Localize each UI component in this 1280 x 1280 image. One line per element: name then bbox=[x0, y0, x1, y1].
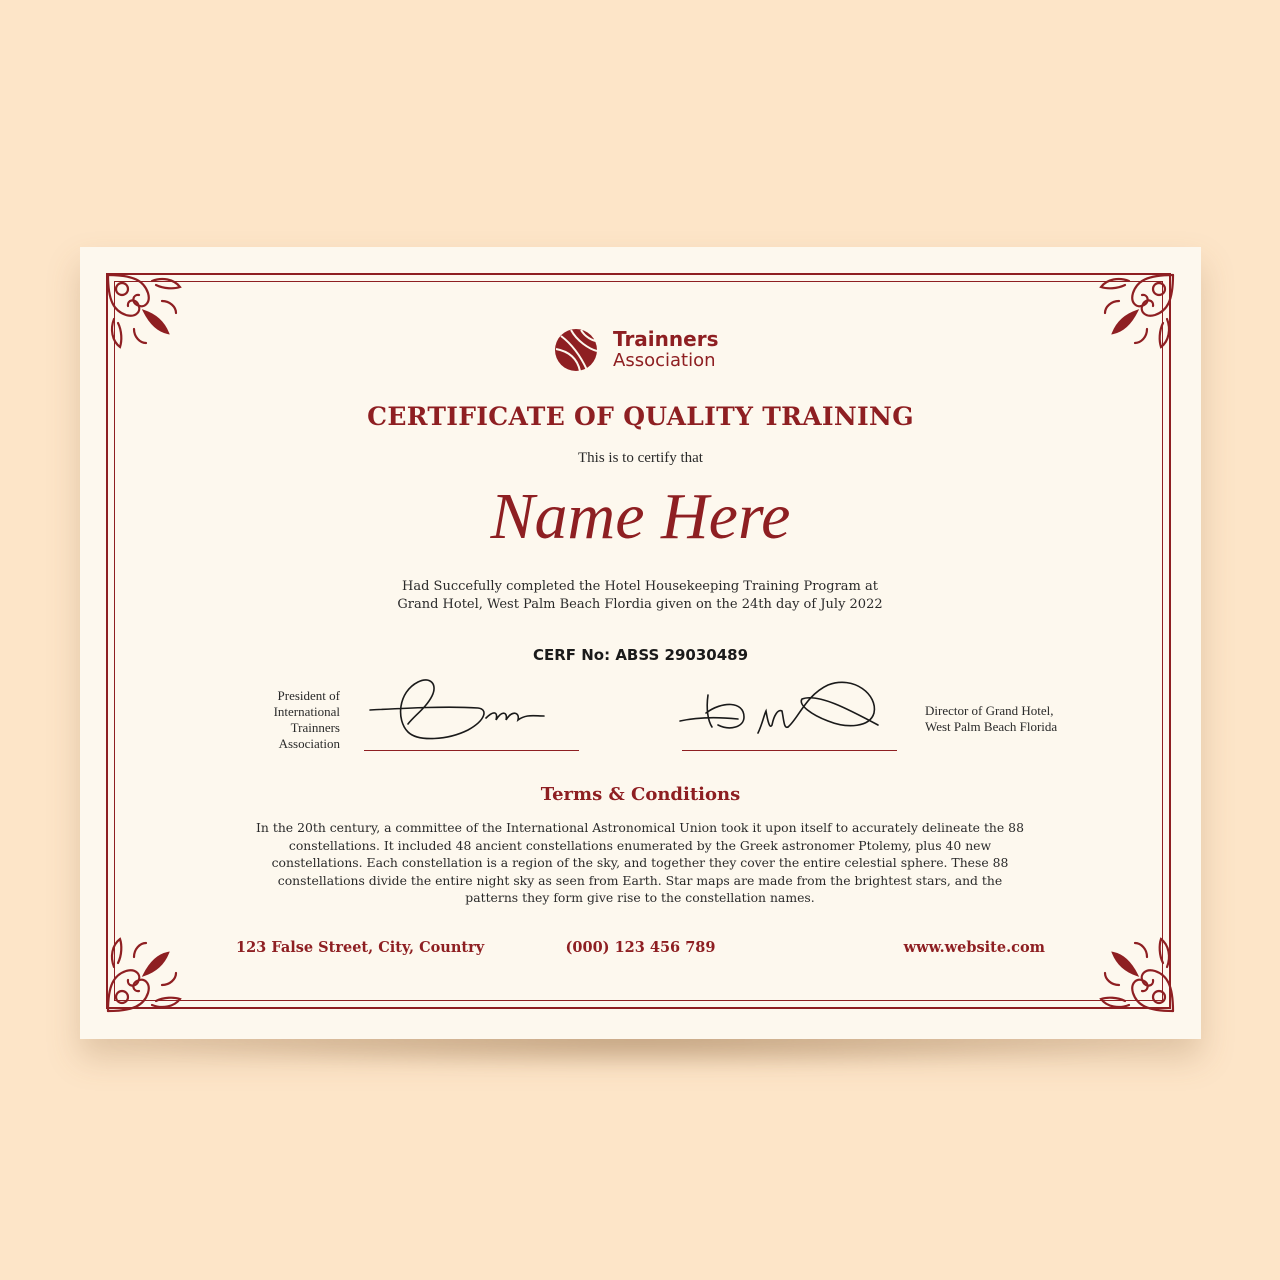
right-signature bbox=[678, 665, 888, 745]
corner-ornament-top-left bbox=[104, 271, 204, 371]
association-logo bbox=[553, 327, 718, 373]
right-signatory-title: Director of Grand Hotel, West Palm Beach Florida bbox=[925, 703, 1058, 734]
footer-phone: (000) 123 456 789 bbox=[565, 939, 716, 956]
corner-ornament-bottom-left bbox=[104, 915, 204, 1015]
basketball-icon bbox=[553, 327, 599, 373]
logo-name: Trainners bbox=[613, 327, 719, 352]
terms-body: In the 20th century, a committee of the International Astronomical Union took it upon itself to accurately delineate the 88 constellations. It included 48 ancient constellations enumerated by the Greek astronomer Ptolemy, plus 40 new constellations. Each constellation is a region of the sky, and together they cover the entire celestial sphere. These 88 constellations divide the entire night sky as seen from Earth. Star maps are made from the brightest stars, and the patterns they form give rise to the constellation names. bbox=[256, 820, 1024, 905]
corner-ornament-bottom-right bbox=[1077, 915, 1177, 1015]
left-signature-line bbox=[364, 750, 579, 751]
left-signature bbox=[368, 672, 578, 747]
logo-subname: Association bbox=[613, 350, 716, 372]
left-signatory-title: President of International Trainners Association bbox=[273, 688, 340, 751]
certificate-card bbox=[80, 247, 1201, 1039]
footer-address: 123 False Street, City, Country bbox=[236, 939, 485, 956]
certificate-description: Had Succefully completed the Hotel Housekeeping Training Program at Grand Hotel, West Palm Beach Flordia given on the 24th day of July 2022 bbox=[397, 579, 883, 612]
certificate-number: CERF No: ABSS 29030489 bbox=[532, 646, 749, 664]
right-signature-line bbox=[682, 750, 897, 751]
terms-heading: Terms & Conditions bbox=[540, 784, 741, 805]
footer-website: www.website.com bbox=[903, 939, 1045, 956]
corner-ornament-top-right bbox=[1077, 271, 1177, 371]
certificate-title: CERTIFICATE OF QUALITY TRAINING bbox=[367, 402, 914, 431]
recipient-name: Name Here bbox=[490, 480, 791, 553]
certify-text: This is to certify that bbox=[578, 450, 703, 466]
